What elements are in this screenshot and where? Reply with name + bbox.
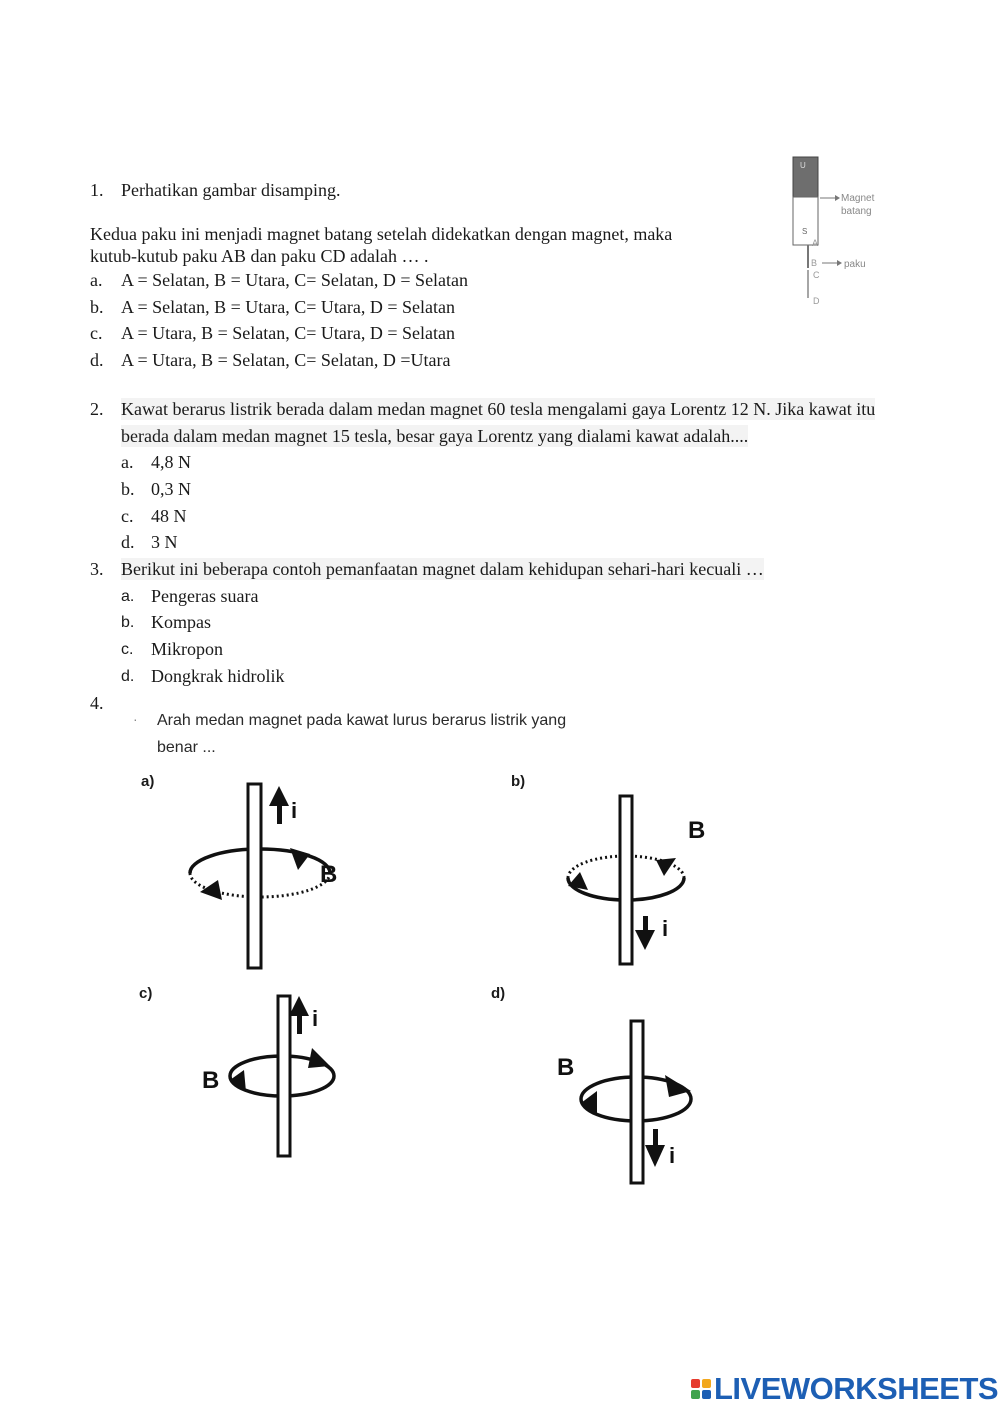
q3-option-d[interactable]: Dongkrak hidrolik <box>151 666 285 686</box>
q4-prompt-line2: benar ... <box>157 739 216 756</box>
diagram-d-label[interactable]: d) <box>491 985 506 1002</box>
bar-magnet-figure <box>780 150 890 310</box>
current-label-d: i <box>669 1143 676 1168</box>
magnet-top-label: U <box>800 161 806 170</box>
magnet-label-1: Magnet <box>841 193 875 204</box>
q2-option-a-letter: a. <box>121 452 134 472</box>
field-arrow-a1 <box>200 880 222 900</box>
q4-prompt-line1: Arah medan magnet pada kawat lurus berarus listrik yang <box>157 712 567 729</box>
q2-option-a[interactable]: 4,8 N <box>151 452 191 472</box>
q1-stem-line1: Kedua paku ini menjadi magnet batang setelah didekatkan dengan magnet, maka <box>90 224 673 244</box>
diagram-c-label[interactable]: c) <box>139 985 153 1002</box>
point-a-label: A <box>812 238 819 248</box>
current-arrow-b <box>635 930 655 950</box>
q1-option-c[interactable]: A = Utara, B = Selatan, C= Utara, D = Selatan <box>121 323 456 343</box>
field-label-d: B <box>557 1054 575 1081</box>
q3-option-b[interactable]: Kompas <box>151 612 211 632</box>
diagram-c[interactable] <box>200 990 350 1162</box>
diagram-b[interactable] <box>560 790 720 970</box>
q3-option-d-letter: d. <box>121 668 135 685</box>
magnet-label-2: batang <box>841 206 872 217</box>
field-arrow-c2 <box>308 1048 330 1068</box>
brand-name: LIVEWORKSHEETS <box>714 1371 999 1406</box>
q1-option-d-letter: d. <box>90 350 104 370</box>
q3-number: 3. <box>90 559 104 579</box>
q1-option-b-letter: b. <box>90 297 104 317</box>
current-arrow-c <box>289 996 309 1016</box>
current-label-b: i <box>662 916 669 941</box>
diagram-b-label[interactable]: b) <box>511 773 526 790</box>
q1-stem-line2: kutub-kutub paku AB dan paku CD adalah … . <box>90 246 429 266</box>
q1-prompt: Perhatikan gambar disamping. <box>121 180 341 200</box>
q2-line2: berada dalam medan magnet 15 tesla, besar gaya Lorentz yang dialami kawat adalah.... <box>121 426 749 446</box>
q3-option-a-letter: a. <box>121 588 135 605</box>
q3-option-a[interactable]: Pengeras suara <box>151 586 259 606</box>
q3-option-b-letter: b. <box>121 614 135 631</box>
current-label-c: i <box>312 1006 319 1031</box>
q2-line1: Kawat berarus listrik berada dalam medan magnet 60 tesla mengalami gaya Lorentz 12 N. Jika kawat itu <box>121 399 876 419</box>
q1-option-b[interactable]: A = Selatan, B = Utara, C= Utara, D = Selatan <box>121 297 456 317</box>
magnet-mid-label: S <box>802 227 808 236</box>
field-arrow-b2 <box>656 858 676 876</box>
q2-option-c-letter: c. <box>121 506 134 526</box>
q1-option-c-letter: c. <box>90 323 103 343</box>
q2-number: 2. <box>90 399 104 419</box>
diagram-a-label[interactable]: a) <box>141 773 155 790</box>
magnet-pointer-head <box>835 195 840 201</box>
field-label-b: B <box>688 817 706 844</box>
q4-number: 4. <box>90 693 104 713</box>
q1-option-a[interactable]: A = Selatan, B = Utara, C= Selatan, D = Selatan <box>121 270 469 290</box>
q2-option-d-letter: d. <box>121 532 135 552</box>
current-arrow-d <box>645 1145 665 1167</box>
field-label-a: B <box>320 861 338 888</box>
q2-option-c[interactable]: 48 N <box>151 506 187 526</box>
current-label-a: i <box>291 798 298 823</box>
diagram-a[interactable] <box>180 778 360 974</box>
q3-option-c-letter: c. <box>121 641 134 658</box>
nail-label: paku <box>844 259 866 270</box>
q3-line1: Berikut ini beberapa contoh pemanfaatan magnet dalam kehidupan sehari-hari kecuali … <box>121 559 764 579</box>
field-label-c: B <box>202 1067 220 1094</box>
q4-bullet: · <box>133 711 138 727</box>
point-d-label: D <box>813 296 820 306</box>
point-b-label: B <box>811 258 818 268</box>
q2-option-d[interactable]: 3 N <box>151 532 178 552</box>
q1-option-d[interactable]: A = Utara, B = Selatan, C= Selatan, D =Utara <box>121 350 451 370</box>
q1-number: 1. <box>90 180 104 200</box>
nail-pointer-head <box>837 260 842 266</box>
point-c-label: C <box>813 270 820 280</box>
q1-option-a-letter: a. <box>90 270 103 290</box>
logo-grid-icon <box>690 1378 712 1400</box>
field-arrow-a2 <box>290 848 310 870</box>
q2-option-b-letter: b. <box>121 479 135 499</box>
current-arrow-a <box>269 786 289 806</box>
liveworksheets-logo[interactable] <box>690 1372 998 1406</box>
field-arrow-d2 <box>665 1075 691 1097</box>
q2-option-b[interactable]: 0,3 N <box>151 479 191 499</box>
diagram-d[interactable] <box>555 1015 705 1190</box>
q3-option-c[interactable]: Mikropon <box>151 639 223 659</box>
